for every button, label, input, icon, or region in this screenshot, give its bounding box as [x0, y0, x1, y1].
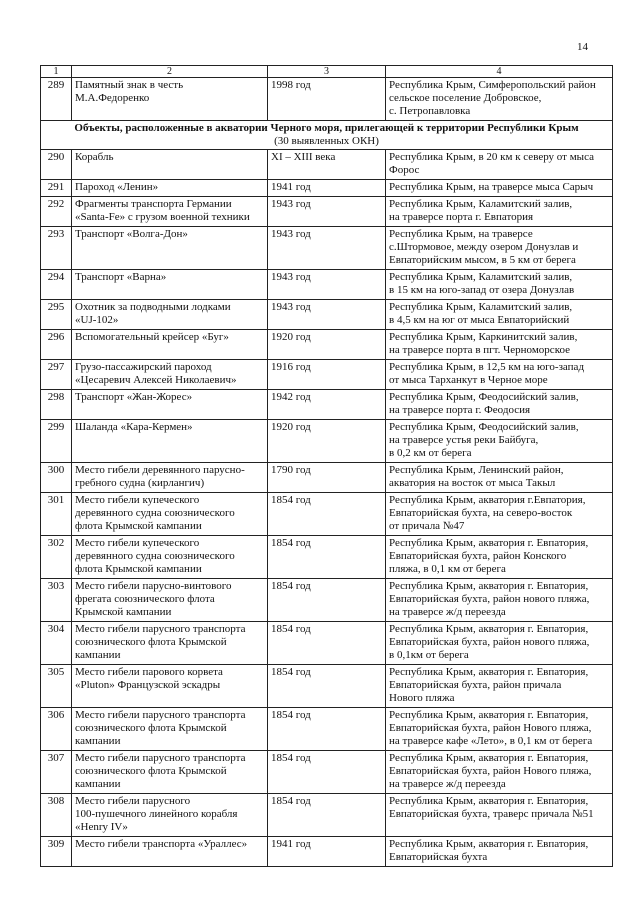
object-date: 1942 год — [268, 390, 386, 420]
object-name: Место гибели парового корвета «Pluton» Французской эскадры — [72, 665, 268, 708]
object-date: 1854 год — [268, 751, 386, 794]
object-date: 1920 год — [268, 330, 386, 360]
row-number: 302 — [41, 536, 72, 579]
object-date: 1854 год — [268, 665, 386, 708]
table-row — [41, 837, 613, 867]
row-number: 292 — [41, 197, 72, 227]
table-row — [41, 493, 613, 536]
object-date: 1943 год — [268, 300, 386, 330]
object-name: Место гибели купеческого деревянного судна союзнического флота Крымской кампании — [72, 493, 268, 536]
table-row — [41, 665, 613, 708]
object-location: Республика Крым, в 20 км к северу от мыса Форос — [386, 150, 613, 180]
object-name: Фрагменты транспорта Германии «Santa-Fe» с грузом военной техники — [72, 197, 268, 227]
row-number: 294 — [41, 270, 72, 300]
object-location: Республика Крым, на траверсе с.Штормовое, между озером Донузлав и Евпаторийским мысом, в 5 км от берега — [386, 227, 613, 270]
object-name: Место гибели транспорта «Ураллес» — [72, 837, 268, 867]
object-name: Пароход «Ленин» — [72, 180, 268, 197]
header-cell: 3 — [268, 66, 386, 78]
row-number: 301 — [41, 493, 72, 536]
object-date: 1943 год — [268, 197, 386, 227]
object-name: Место гибели парусного транспорта союзнического флота Крымской кампании — [72, 751, 268, 794]
object-date: 1941 год — [268, 180, 386, 197]
object-name: Место гибели парусного транспорта союзнического флота Крымской кампании — [72, 708, 268, 751]
object-name: Шаланда «Кара-Кермен» — [72, 420, 268, 463]
object-location: Республика Крым, Ленинский район, акватория на восток от мыса Такыл — [386, 463, 613, 493]
object-location: Республика Крым, акватория г. Евпатория, Евпаторийская бухта, район Конского пляжа, в 0,1 км от берега — [386, 536, 613, 579]
table-row — [41, 330, 613, 360]
object-location: Республика Крым, Симферопольский район сельское поселение Добровское, с. Петропавловка — [386, 78, 613, 121]
page-number: 14 — [577, 41, 588, 53]
object-name: Место гибели деревянного парусно- гребного судна (кирлангич) — [72, 463, 268, 493]
object-location: Республика Крым, Каламитский залив, на траверсе порта г. Евпатория — [386, 197, 613, 227]
object-date: 1941 год — [268, 837, 386, 867]
object-location: Республика Крым, на траверсе мыса Сарыч — [386, 180, 613, 197]
table-row — [41, 180, 613, 197]
row-number: 307 — [41, 751, 72, 794]
row-number: 298 — [41, 390, 72, 420]
object-date: 1854 год — [268, 493, 386, 536]
row-number: 296 — [41, 330, 72, 360]
object-location: Республика Крым, Каламитский залив, в 15 км на юго-запад от озера Донузлав — [386, 270, 613, 300]
table-row — [41, 708, 613, 751]
header-cell: 1 — [41, 66, 72, 78]
table-row — [41, 227, 613, 270]
object-location: Республика Крым, Феодосийский залив, на траверсе устья реки Байбуга, в 0,2 км от берега — [386, 420, 613, 463]
object-date: 1854 год — [268, 579, 386, 622]
row-number: 299 — [41, 420, 72, 463]
table-header-row — [41, 66, 613, 78]
table-row — [41, 622, 613, 665]
object-date: 1916 год — [268, 360, 386, 390]
object-name: Транспорт «Волга-Дон» — [72, 227, 268, 270]
table-row — [41, 579, 613, 622]
table-row — [41, 78, 613, 121]
table-row — [41, 390, 613, 420]
row-number: 305 — [41, 665, 72, 708]
object-date: 1943 год — [268, 270, 386, 300]
object-date: 1920 год — [268, 420, 386, 463]
table-row — [41, 536, 613, 579]
table-row — [41, 300, 613, 330]
object-name: Вспомогательный крейсер «Буг» — [72, 330, 268, 360]
object-date: 1998 год — [268, 78, 386, 121]
object-name: Грузо-пассажирский пароход «Цесаревич Алексей Николаевич» — [72, 360, 268, 390]
object-name: Место гибели парусного 100-пушечного линейного корабля «Henry IV» — [72, 794, 268, 837]
object-name: Транспорт «Жан-Жорес» — [72, 390, 268, 420]
object-name: Место гибели парусно-винтового фрегата союзнического флота Крымской кампании — [72, 579, 268, 622]
object-date: 1854 год — [268, 794, 386, 837]
object-date: 1854 год — [268, 622, 386, 665]
object-name: Место гибели купеческого деревянного судна союзнического флота Крымской кампании — [72, 536, 268, 579]
object-name: Транспорт «Варна» — [72, 270, 268, 300]
section-subtitle: (30 выявленных ОКН) — [274, 135, 379, 147]
section-header-row — [41, 121, 613, 150]
row-number: 304 — [41, 622, 72, 665]
row-number: 293 — [41, 227, 72, 270]
object-location: Республика Крым, акватория г. Евпатория, Евпаторийская бухта — [386, 837, 613, 867]
header-cell: 2 — [72, 66, 268, 78]
object-name: Корабль — [72, 150, 268, 180]
object-location: Республика Крым, акватория г. Евпатория, Евпаторийская бухта, район Нового пляжа, на траверсе кафе «Лето», в 0,1 км от берега — [386, 708, 613, 751]
row-number: 291 — [41, 180, 72, 197]
object-location: Республика Крым, акватория г. Евпатория, Евпаторийская бухта, траверс причала №51 — [386, 794, 613, 837]
row-number: 295 — [41, 300, 72, 330]
row-number: 290 — [41, 150, 72, 180]
object-date: 1854 год — [268, 708, 386, 751]
object-location: Республика Крым, акватория г. Евпатория, Евпаторийская бухта, район нового пляжа, в 0,1км от берега — [386, 622, 613, 665]
table-row — [41, 420, 613, 463]
row-number: 289 — [41, 78, 72, 121]
object-date: 1790 год — [268, 463, 386, 493]
object-location: Республика Крым, в 12,5 км на юго-запад от мыса Тарханкут в Черное море — [386, 360, 613, 390]
table-row — [41, 150, 613, 180]
row-number: 303 — [41, 579, 72, 622]
row-number: 300 — [41, 463, 72, 493]
object-date: 1854 год — [268, 536, 386, 579]
object-location: Республика Крым, Каркинитский залив, на траверсе порта в пгт. Черноморское — [386, 330, 613, 360]
object-date: XI – XIII века — [268, 150, 386, 180]
table-row — [41, 794, 613, 837]
table-row — [41, 360, 613, 390]
section-title: Объекты, расположенные в акватории Черного моря, прилегающей к территории Республики Крым — [74, 122, 579, 134]
section-header — [41, 121, 613, 150]
row-number: 308 — [41, 794, 72, 837]
object-location: Республика Крым, акватория г. Евпатория, Евпаторийская бухта, район нового пляжа, на траверсе ж/д переезда — [386, 579, 613, 622]
table-row — [41, 463, 613, 493]
object-date: 1943 год — [268, 227, 386, 270]
row-number: 309 — [41, 837, 72, 867]
table-row — [41, 197, 613, 227]
object-location: Республика Крым, акватория г.Евпатория, Евпаторийская бухта, на северо-восток от причала №47 — [386, 493, 613, 536]
row-number: 297 — [41, 360, 72, 390]
object-location: Республика Крым, Феодосийский залив, на траверсе порта г. Феодосия — [386, 390, 613, 420]
row-number: 306 — [41, 708, 72, 751]
object-location: Республика Крым, акватория г. Евпатория, Евпаторийская бухта, район Нового пляжа, на траверсе ж/д переезда — [386, 751, 613, 794]
object-location: Республика Крым, акватория г. Евпатория, Евпаторийская бухта, район причала Нового пляжа — [386, 665, 613, 708]
table-row — [41, 270, 613, 300]
object-name: Место гибели парусного транспорта союзнического флота Крымской кампании — [72, 622, 268, 665]
object-location: Республика Крым, Каламитский залив, в 4,5 км на юг от мыса Евпаторийский — [386, 300, 613, 330]
object-name: Памятный знак в честь М.А.Федоренко — [72, 78, 268, 121]
table-row — [41, 751, 613, 794]
object-name: Охотник за подводными лодками «UJ-102» — [72, 300, 268, 330]
header-cell: 4 — [386, 66, 613, 78]
heritage-objects-table — [40, 65, 613, 867]
